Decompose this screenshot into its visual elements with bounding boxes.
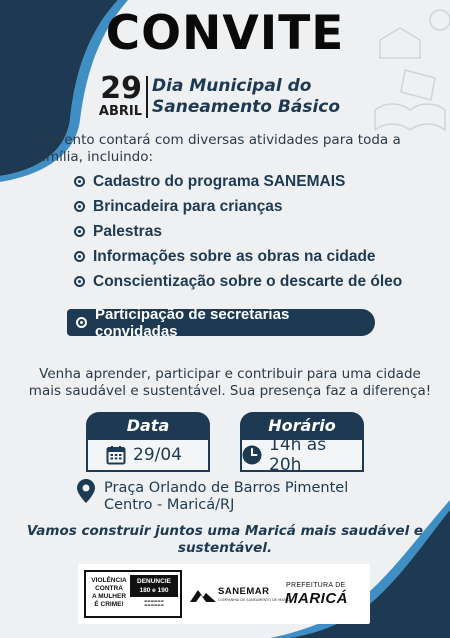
list-item — [74, 244, 402, 269]
date-box — [86, 438, 210, 472]
activity-label: Brincadeira para crianças — [93, 197, 283, 215]
activity-label: Conscientização sobre o descarte de óleo — [93, 272, 403, 290]
closing-line2: sustentável. — [177, 540, 273, 556]
invite-line2: mais saudável e sustentável. Sua presença faz a diferença! — [28, 383, 432, 399]
bullet-icon — [76, 317, 87, 328]
intro-line1: O evento contará com diversas atividades para toda a — [33, 132, 401, 148]
closing-message — [20, 523, 430, 557]
list-item — [74, 269, 402, 294]
date-value: 29/04 — [133, 445, 182, 465]
date-day: 29 — [100, 71, 142, 106]
address — [104, 480, 348, 514]
activity-label: Informações sobre as obras na cidade — [93, 247, 376, 265]
sanemar-logo — [190, 586, 216, 604]
violence-campaign-badge — [84, 570, 182, 618]
violence-line2: CONTRA — [95, 585, 123, 592]
bullet-icon — [74, 276, 85, 287]
location-pin-icon — [77, 479, 95, 503]
highlight-label: Participação de secretarias convidadas — [95, 305, 290, 340]
prefeitura-name: MARICÁ — [285, 590, 348, 607]
activities-list — [74, 169, 402, 294]
highlight-banner — [67, 305, 375, 340]
calendar-icon — [106, 445, 126, 465]
list-item — [74, 219, 402, 244]
sanemar-subtitle: COMPANHIA DE SANEAMENTO DE MARICÁ — [218, 598, 292, 602]
activity-label: Palestras — [93, 222, 162, 240]
violence-line4: É CRIME! — [94, 601, 124, 608]
bullet-icon — [74, 176, 85, 187]
prefeitura-label: PREFEITURA DE — [286, 582, 346, 589]
clock-icon — [242, 445, 262, 465]
denuncie-box — [130, 575, 178, 597]
address-line2: Centro - Maricá/RJ — [104, 497, 235, 513]
bullet-icon — [74, 201, 85, 212]
footer-logos — [78, 564, 370, 624]
bullet-icon — [74, 226, 85, 237]
violence-line1: VIOLÊNCIA — [91, 577, 127, 584]
denuncie-label: DENUNCIE — [137, 578, 171, 585]
denuncie-phones: 180 e 190 — [139, 587, 169, 594]
list-item — [74, 194, 402, 219]
invite-line1: Venha aprender, participar e contribuir para uma cidade — [39, 366, 421, 382]
event-name-line2: Saneamento Básico — [152, 97, 341, 117]
violence-text — [89, 577, 129, 609]
closing-line1: Vamos construir juntos uma Maricá mais saudável e — [26, 523, 424, 539]
address-line1: Praça Orlando de Barros Pimentel — [104, 480, 349, 496]
invite-text — [20, 366, 440, 400]
time-box — [240, 435, 364, 475]
date-month: ABRIL — [98, 104, 142, 119]
intro-text — [33, 132, 433, 166]
denuncie-fine-print: ▬▬▬▬▬▬ ▬▬▬▬▬▬ — [144, 599, 164, 607]
time-value: 14h às 20h — [269, 435, 327, 475]
page-title: CONVITE — [105, 6, 345, 61]
event-name-line1: Dia Municipal do — [152, 76, 312, 96]
event-date — [84, 71, 142, 119]
intro-line2: família, incluindo: — [33, 149, 154, 165]
date-label-tab: Data — [86, 412, 210, 438]
activity-label: Cadastro do programa SANEMAIS — [93, 172, 346, 190]
bullet-icon — [74, 251, 85, 262]
event-name — [152, 76, 340, 118]
sanemar-name: SANEMAR — [218, 586, 270, 597]
list-item — [74, 169, 402, 194]
time-label-tab: Horário — [240, 412, 364, 438]
date-divider — [146, 76, 148, 118]
violence-line3: A MULHER — [91, 593, 127, 600]
